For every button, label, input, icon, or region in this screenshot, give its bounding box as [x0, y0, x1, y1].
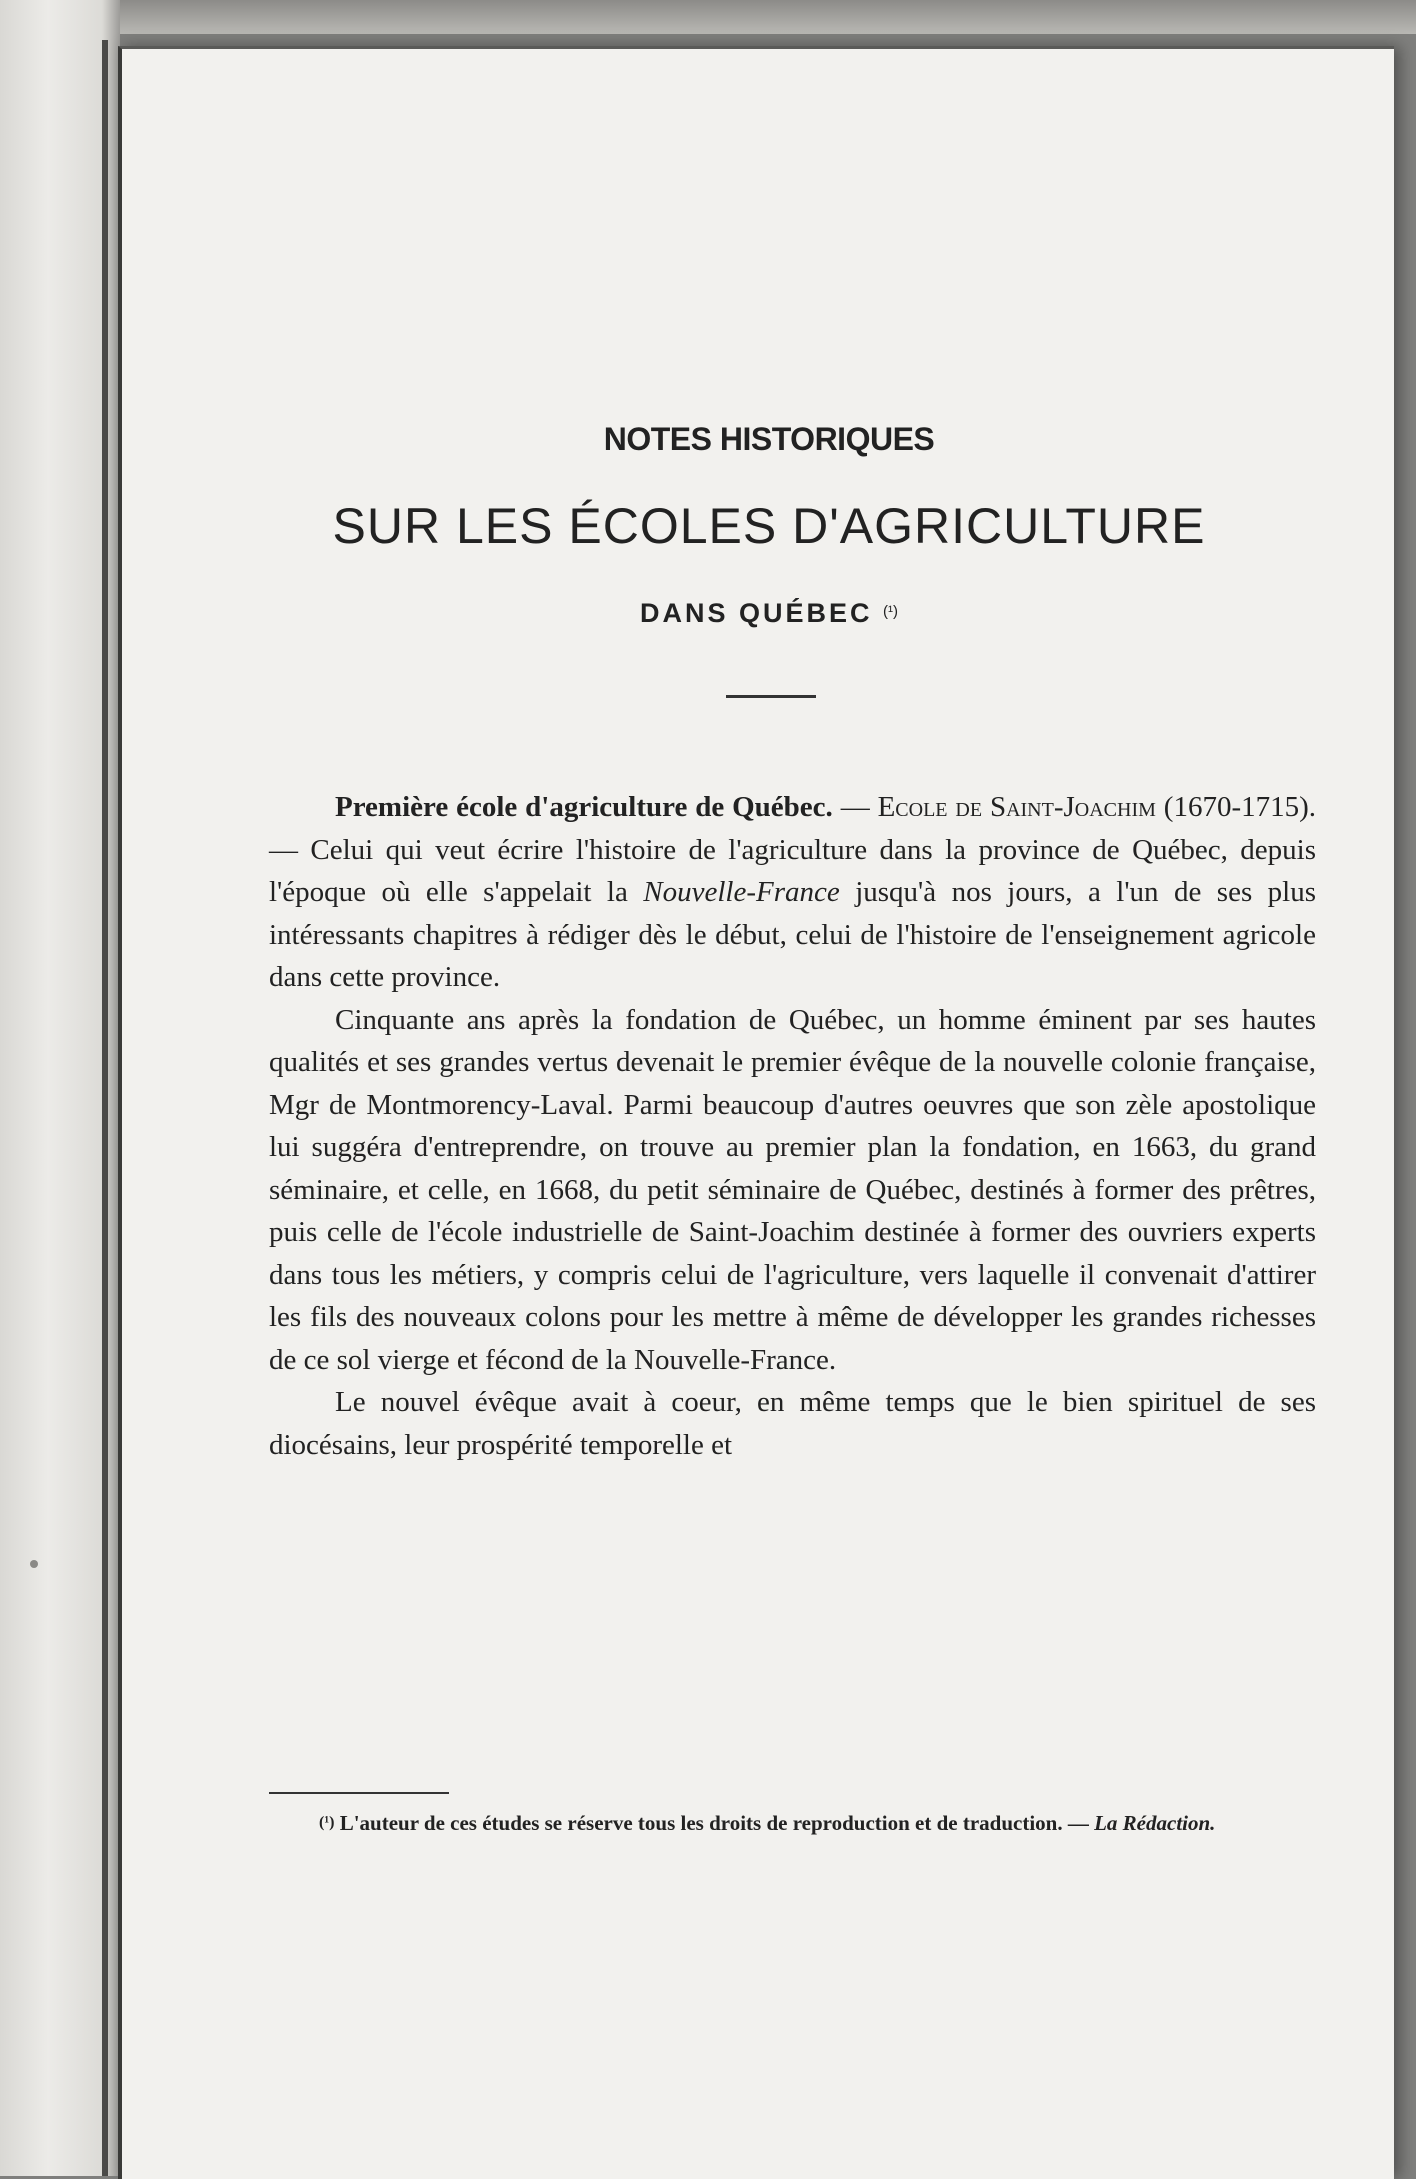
footnote-text: L'auteur de ces études se réserve tous les droits de reproduction et de traduction. — — [334, 1811, 1095, 1835]
paragraph-2: Cinquante ans après la fondation de Québec, un homme éminent par ses hautes qualités et ses grandes vertus devenait le premier évêque de la nouvelle colonie française, Mgr de Montmorency-Laval. Parmi beaucoup d'autres oeuvres que son zèle apostolique lui suggéra d'entreprendre, on trouve au premier plan la fondation, en 1663, du grand séminaire, et celle, en 1668, du petit séminaire de Québec, destinés à former des prêtres, puis celle de l'école industrielle de Saint-Joachim destinée à former des ouvriers experts dans tous les métiers, y compris celui de l'agriculture, vers laquelle il convenait d'attirer les fils des nouveaux colons pour les mettre à même de développer les grandes richesses de ce sol vierge et fécond de la Nouvelle-France. — [269, 1003, 1316, 1376]
page-supertitle: NOTES HISTORIQUES — [603, 421, 935, 457]
binding-line — [102, 40, 108, 2176]
footnote-signature: La Rédaction. — [1094, 1811, 1216, 1835]
paragraph-1-text-b: jusqu'à nos jours, a l'un de ses plus intéressants chapitres à rédiger dès le début, celui de l'histoire de l'enseignement agricole dans cette province. — [269, 876, 1317, 993]
binding-mark — [30, 1560, 38, 1568]
footnote-mark: (¹) — [319, 1814, 335, 1831]
paragraph-3: Le nouvel évêque avait à coeur, en même temps que le bien spirituel de ses diocésains, leur prospérité temporelle et — [269, 1386, 1316, 1461]
article-body — [269, 786, 1316, 1466]
book-cover-edge — [0, 0, 120, 2176]
scan-top-edge — [0, 0, 1416, 34]
page-subtitle — [269, 598, 1269, 629]
paragraph-1 — [269, 786, 1316, 999]
page-title: SUR LES ÉCOLES D'AGRICULTURE — [332, 498, 1206, 554]
school-name: Ecole de Saint-Joachim — [877, 791, 1156, 823]
italic-term: Nouvelle-France — [643, 876, 840, 908]
book-page — [118, 46, 1394, 2179]
subtitle-text: DANS QUÉBEC — [639, 598, 873, 628]
paragraph-1-text-a: Celui qui veut écrire l'histoire de l'agriculture dans la province de Québec, depuis l'époque où elle s'appelait la — [269, 833, 1316, 908]
footnote-reference: (¹) — [883, 603, 899, 620]
school-dates: (1670-1715). — — [269, 791, 1317, 866]
footnote — [269, 1809, 1316, 1837]
section-heading: Première école d'agriculture de Québec. — [335, 791, 833, 823]
footnote-divider — [269, 1792, 449, 1794]
heading-dash: — — [832, 791, 878, 823]
title-divider — [726, 695, 816, 698]
